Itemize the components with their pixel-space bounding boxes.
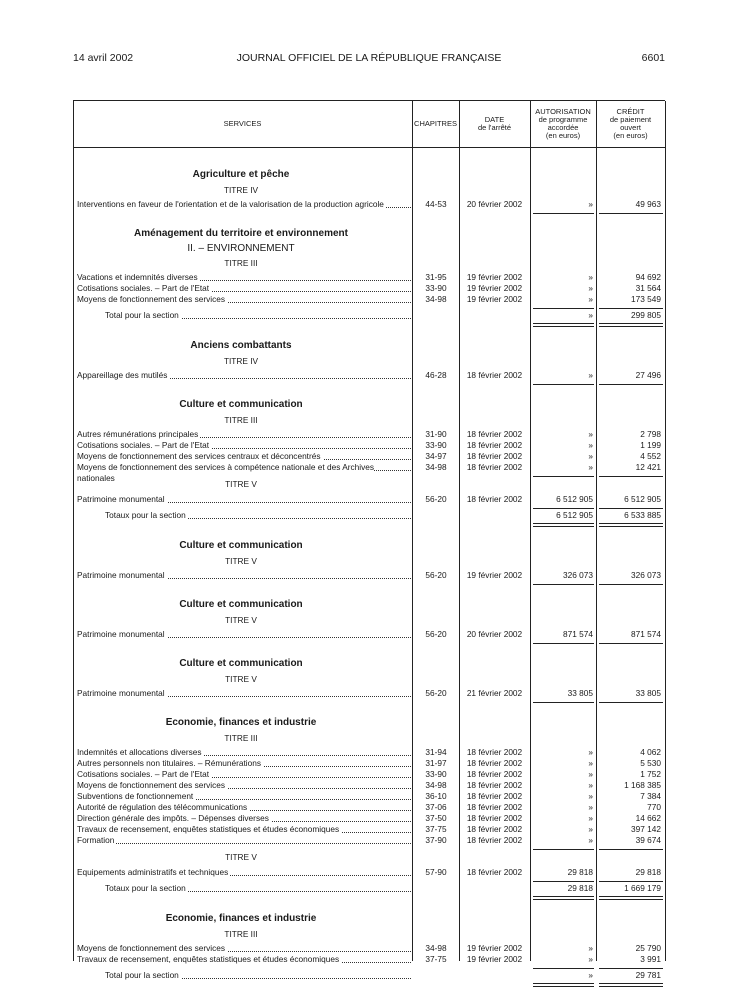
row-label-text: Autres rémunérations principales (77, 429, 199, 439)
column-header-chapitres: CHAPITRES (414, 119, 457, 128)
chapitre-cell: 34-98 (425, 294, 447, 304)
date-cell: 19 février 2002 (466, 283, 523, 293)
row-label-text: Appareillage des mutilés (77, 370, 168, 380)
credit-cell: 326 073 (631, 570, 661, 580)
chapitre-cell: 34-98 (425, 943, 447, 953)
credit-cell: 1 168 385 (624, 780, 661, 790)
table-row (73, 791, 665, 802)
chapitre-cell: 37-50 (425, 813, 447, 823)
chapitre-cell: 56-20 (425, 570, 447, 580)
row-label (77, 440, 411, 451)
chapitre-cell: 34-97 (425, 451, 447, 461)
section-title: Economie, finances et industrie (165, 717, 317, 728)
chapitre-cell: 33-90 (425, 440, 447, 450)
chapitre-cell: 44-53 (425, 199, 447, 209)
row-label-text: Moyens de fonctionnement des services à compétence nationale et des Archives nationales (77, 462, 375, 483)
row-label-text: Patrimoine monumental (77, 570, 165, 580)
titre-heading: TITRE IV (223, 185, 259, 195)
autorisation-cell: » (588, 429, 593, 439)
autorisation-cell: » (588, 769, 593, 779)
table-row (73, 294, 665, 305)
row-label-text: Interventions en faveur de l'orientation et de la valorisation de la production agricole (77, 199, 384, 209)
autorisation-cell: 33 805 (567, 688, 593, 698)
row-label (77, 272, 411, 283)
row-label-text: Moyens de fonctionnement des services (77, 780, 226, 790)
date-cell: 19 février 2002 (466, 954, 523, 964)
row-label (77, 780, 411, 791)
credit-cell: 1 199 (640, 440, 661, 450)
row-label (77, 813, 411, 824)
row-label-text: Travaux de recensement, enquêtes statistiques et études économiques (77, 824, 340, 834)
date-cell: 19 février 2002 (466, 294, 523, 304)
credit-cell: 94 692 (635, 272, 661, 282)
row-label (77, 570, 411, 581)
date-cell: 18 février 2002 (466, 769, 523, 779)
total-autorisation: 6 512 905 (556, 510, 593, 520)
date-cell: 18 février 2002 (466, 440, 523, 450)
credit-cell: 397 142 (631, 824, 661, 834)
total-autorisation: » (588, 970, 593, 980)
row-label (77, 747, 411, 758)
section-title: Aménagement du territoire et environnement (134, 228, 348, 239)
credit-cell: 871 574 (631, 629, 661, 639)
credit-cell: 12 421 (635, 462, 661, 472)
column-header-credit: CRÉDIT de paiement ouvert (en euros) (609, 107, 652, 140)
date-cell: 20 février 2002 (466, 629, 523, 639)
autorisation-cell: 29 818 (567, 867, 593, 877)
total-label-text: Totaux pour la section (105, 883, 186, 893)
header-date: 14 avril 2002 (73, 52, 134, 64)
table-row (73, 629, 665, 640)
total-label-text: Total pour la section (105, 970, 179, 980)
autorisation-cell: » (588, 791, 593, 801)
date-cell: 18 février 2002 (466, 835, 523, 845)
table-row (73, 824, 665, 835)
table-row (73, 283, 665, 294)
credit-cell: 29 818 (635, 867, 661, 877)
titre-heading: TITRE III (224, 733, 258, 743)
table-row (73, 570, 665, 581)
total-label-text: Total pour la section (105, 310, 179, 320)
row-label-text: Moyens de fonctionnement des services (77, 294, 226, 304)
credit-cell: 1 752 (640, 769, 661, 779)
titre-heading: TITRE III (224, 258, 258, 268)
chapitre-cell: 31-90 (425, 429, 447, 439)
date-cell: 18 février 2002 (466, 867, 523, 877)
total-label (105, 970, 411, 981)
table-row (73, 835, 665, 846)
titre-heading: TITRE V (225, 674, 257, 684)
autorisation-cell: » (588, 462, 593, 472)
section-subtitle: II. – ENVIRONNEMENT (187, 243, 295, 254)
chapitre-cell: 36-10 (425, 791, 447, 801)
row-label (77, 835, 411, 846)
column-header-services: SERVICES (223, 119, 262, 128)
date-cell: 18 février 2002 (466, 780, 523, 790)
total-label (105, 883, 411, 894)
chapitre-cell: 56-20 (425, 629, 447, 639)
row-label-text: Patrimoine monumental (77, 629, 165, 639)
row-label (77, 294, 411, 305)
date-cell: 18 février 2002 (466, 747, 523, 757)
credit-cell: 14 662 (635, 813, 661, 823)
section-title: Culture et communication (179, 540, 303, 551)
autorisation-cell: » (588, 780, 593, 790)
autorisation-cell: » (588, 283, 593, 293)
credit-cell: 5 530 (640, 758, 661, 768)
row-label-text: Patrimoine monumental (77, 494, 165, 504)
date-cell: 18 février 2002 (466, 451, 523, 461)
credits-table (73, 100, 665, 980)
autorisation-cell: » (588, 294, 593, 304)
autorisation-cell: » (588, 813, 593, 823)
section-title: Culture et communication (179, 658, 303, 669)
row-label-text: Moyens de fonctionnement des services (77, 943, 226, 953)
autorisation-cell: 326 073 (563, 570, 593, 580)
date-cell: 18 février 2002 (466, 791, 523, 801)
section-title: Anciens combattants (190, 340, 292, 351)
total-label-text: Totaux pour la section (105, 510, 186, 520)
row-label (77, 791, 411, 802)
table-row (73, 747, 665, 758)
chapitre-cell: 34-98 (425, 780, 447, 790)
credit-cell: 25 790 (635, 943, 661, 953)
autorisation-cell: 871 574 (563, 629, 593, 639)
autorisation-cell: » (588, 943, 593, 953)
row-label (77, 758, 411, 769)
total-autorisation: » (588, 310, 593, 320)
row-label-text: Patrimoine monumental (77, 688, 165, 698)
credit-cell: 27 496 (635, 370, 661, 380)
chapitre-cell: 37-90 (425, 835, 447, 845)
credit-cell: 6 512 905 (624, 494, 661, 504)
row-label-text: Cotisations sociales. – Part de l'Etat (77, 283, 210, 293)
table-row (73, 943, 665, 954)
credit-cell: 3 991 (640, 954, 661, 964)
row-label (77, 688, 411, 699)
total-autorisation: 29 818 (567, 883, 593, 893)
chapitre-cell: 34-98 (425, 462, 447, 472)
total-label (105, 510, 411, 521)
total-row (73, 970, 665, 981)
date-cell: 18 février 2002 (466, 813, 523, 823)
autorisation-cell: » (588, 758, 593, 768)
credit-cell: 4 062 (640, 747, 661, 757)
autorisation-cell: » (588, 370, 593, 380)
section-title: Culture et communication (179, 599, 303, 610)
chapitre-cell: 56-20 (425, 688, 447, 698)
chapitre-cell: 37-75 (425, 954, 447, 964)
credit-cell: 4 552 (640, 451, 661, 461)
table-row (73, 462, 665, 483)
table-row (73, 429, 665, 440)
row-label (77, 943, 411, 954)
row-label-text: Autres personnels non titulaires. – Rémunérations (77, 758, 262, 768)
table-row (73, 494, 665, 505)
chapitre-cell: 31-95 (425, 272, 447, 282)
titre-heading: TITRE V (225, 852, 257, 862)
autorisation-cell: » (588, 451, 593, 461)
column-header-date: DATE de l'arrêté (477, 115, 512, 132)
table-row (73, 199, 665, 210)
date-cell: 18 février 2002 (466, 824, 523, 834)
credit-cell: 31 564 (635, 283, 661, 293)
row-label (77, 867, 411, 878)
date-cell: 19 février 2002 (466, 943, 523, 953)
chapitre-cell: 31-97 (425, 758, 447, 768)
chapitre-cell: 37-06 (425, 802, 447, 812)
total-credit: 29 781 (635, 970, 661, 980)
page-number: 6601 (641, 52, 665, 64)
table-row (73, 867, 665, 878)
table-row (73, 758, 665, 769)
table-row (73, 769, 665, 780)
row-label-text: Travaux de recensement, enquêtes statistiques et études économiques (77, 954, 340, 964)
row-label (77, 629, 411, 640)
titre-heading: TITRE III (224, 415, 258, 425)
table-row (73, 688, 665, 699)
row-label (77, 370, 411, 381)
row-label-text: Cotisations sociales. – Part de l'Etat (77, 440, 210, 450)
chapitre-cell: 33-90 (425, 769, 447, 779)
table-row (73, 272, 665, 283)
autorisation-cell: » (588, 824, 593, 834)
row-label (77, 824, 411, 835)
chapitre-cell: 31-94 (425, 747, 447, 757)
section-title: Agriculture et pêche (192, 169, 290, 180)
chapitre-cell: 33-90 (425, 283, 447, 293)
row-label-text: Autorité de régulation des télécommunications (77, 802, 248, 812)
titre-heading: TITRE III (224, 929, 258, 939)
credit-cell: 173 549 (631, 294, 661, 304)
row-label (77, 283, 411, 294)
table-row (73, 802, 665, 813)
titre-heading: TITRE V (225, 479, 257, 489)
credit-cell: 7 384 (640, 791, 661, 801)
row-label (77, 462, 411, 483)
row-label (77, 769, 411, 780)
total-label (105, 310, 411, 321)
autorisation-cell: » (588, 440, 593, 450)
chapitre-cell: 37-75 (425, 824, 447, 834)
table-row (73, 370, 665, 381)
date-cell: 19 février 2002 (466, 570, 523, 580)
autorisation-cell: » (588, 835, 593, 845)
total-credit: 299 805 (631, 310, 661, 320)
date-cell: 20 février 2002 (466, 199, 523, 209)
titre-heading: TITRE V (225, 556, 257, 566)
chapitre-cell: 46-28 (425, 370, 447, 380)
row-label-text: Vacations et indemnités diverses (77, 272, 198, 282)
row-label-text: Equipements administratifs et techniques (77, 867, 229, 877)
titre-heading: TITRE IV (223, 356, 259, 366)
row-label (77, 429, 411, 440)
table-row (73, 954, 665, 965)
date-cell: 18 février 2002 (466, 758, 523, 768)
row-label-text: Subventions de fonctionnement (77, 791, 194, 801)
autorisation-cell: » (588, 802, 593, 812)
autorisation-cell: » (588, 747, 593, 757)
column-header-autorisation: AUTORISATION de programme accordée (en euros) (535, 107, 591, 140)
section-title: Culture et communication (179, 399, 303, 410)
row-label-text: Formation (77, 835, 115, 845)
total-row (73, 883, 665, 894)
chapitre-cell: 56-20 (425, 494, 447, 504)
table-row (73, 440, 665, 451)
total-credit: 6 533 885 (624, 510, 661, 520)
date-cell: 18 février 2002 (466, 370, 523, 380)
total-credit: 1 669 179 (624, 883, 661, 893)
row-label-text: Direction générale des impôts. – Dépenses diverses (77, 813, 269, 823)
date-cell: 21 février 2002 (466, 688, 523, 698)
titre-heading: TITRE V (225, 615, 257, 625)
credit-cell: 33 805 (635, 688, 661, 698)
total-row (73, 310, 665, 321)
credit-cell: 49 963 (635, 199, 661, 209)
table-row (73, 813, 665, 824)
row-label-text: Moyens de fonctionnement des services centraux et déconcentrés (77, 451, 321, 461)
date-cell: 19 février 2002 (466, 272, 523, 282)
row-label (77, 494, 411, 505)
date-cell: 18 février 2002 (466, 802, 523, 812)
credit-cell: 2 798 (640, 429, 661, 439)
chapitre-cell: 57-90 (425, 867, 447, 877)
autorisation-cell: » (588, 954, 593, 964)
date-cell: 18 février 2002 (466, 462, 523, 472)
row-label-text: Cotisations sociales. – Part de l'Etat (77, 769, 210, 779)
row-label (77, 802, 411, 813)
credit-cell: 39 674 (635, 835, 661, 845)
row-label (77, 199, 411, 210)
row-label (77, 451, 411, 462)
row-label (77, 954, 411, 965)
autorisation-cell: 6 512 905 (556, 494, 593, 504)
journal-title: JOURNAL OFFICIEL DE LA RÉPUBLIQUE FRANÇAISE (236, 52, 502, 64)
autorisation-cell: » (588, 199, 593, 209)
total-row (73, 510, 665, 521)
table-row (73, 780, 665, 791)
section-title: Economie, finances et industrie (165, 913, 317, 924)
row-label-text: Indemnités et allocations diverses (77, 747, 202, 757)
date-cell: 18 février 2002 (466, 494, 523, 504)
credit-cell: 770 (647, 802, 661, 812)
autorisation-cell: » (588, 272, 593, 282)
table-row (73, 451, 665, 462)
date-cell: 18 février 2002 (466, 429, 523, 439)
